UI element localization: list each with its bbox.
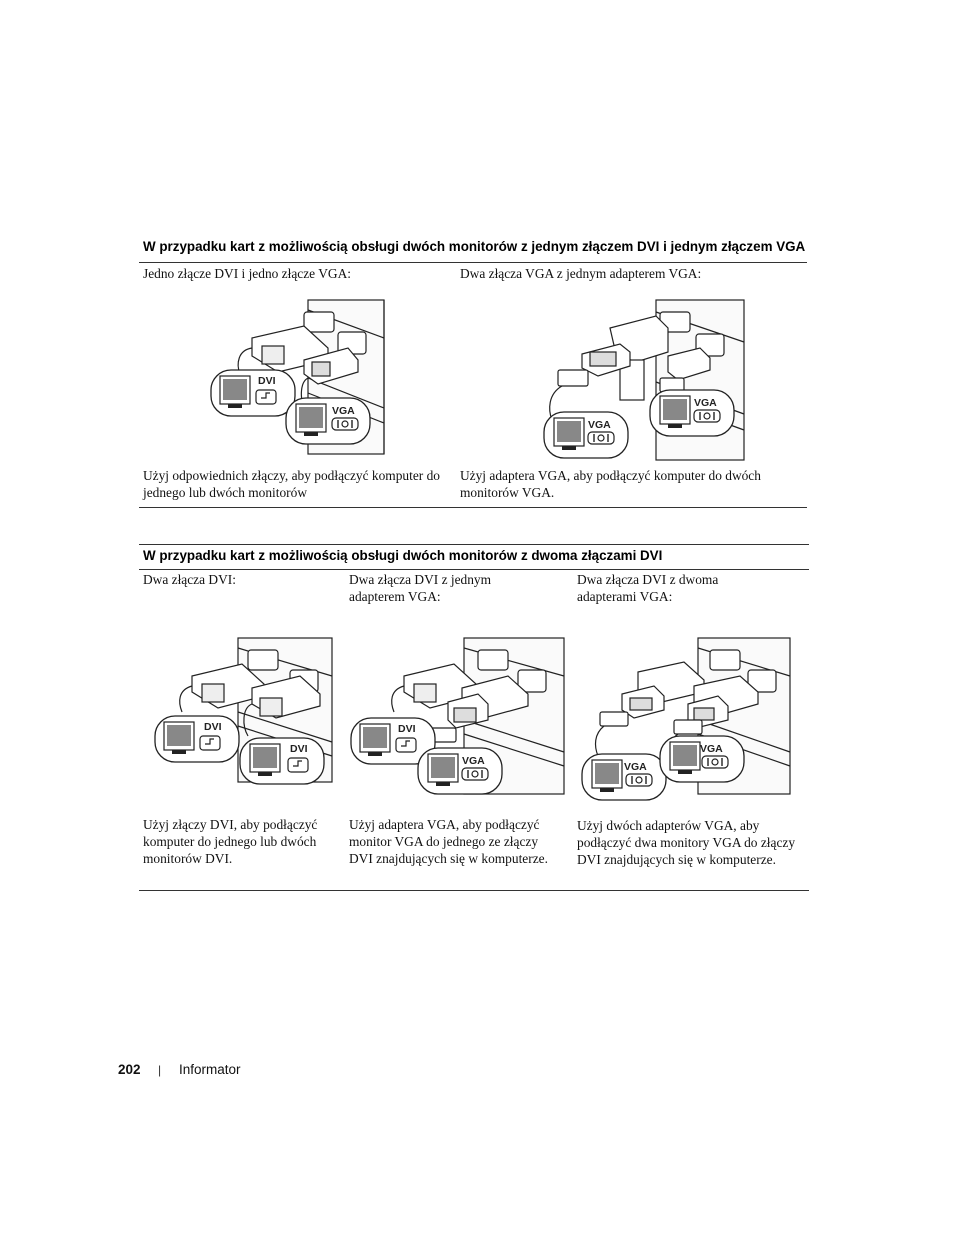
table2-col2-caption: Użyj adaptera VGA, aby podłączyć monitor VGA do jednego ze złączy DVI znajdujących się w komputerze. — [349, 817, 548, 866]
vga-monitor-badge-right — [660, 736, 744, 782]
figure-two-dvi-two-adapters-label-2: VGA — [700, 743, 723, 755]
vga-monitor-badge-right — [650, 390, 734, 436]
table2-heading-rule — [139, 569, 809, 570]
table1-col1-caption: Użyj odpowiednich złączy, aby podłączyć komputer do jednego lub dwóch monitorów — [143, 468, 440, 500]
vga-monitor-badge-left — [544, 412, 628, 458]
table2-heading: W przypadku kart z możliwością obsługi dwóch monitorów z dwoma złączami DVI — [143, 548, 663, 563]
figure-two-vga-label-1: VGA — [588, 419, 611, 431]
figure-two-dvi-label-2: DVI — [290, 743, 308, 755]
table1-bottom-rule — [139, 507, 807, 508]
footer-section-title: Informator — [179, 1062, 241, 1077]
table2-col2-title: Dwa złącza DVI z jednym adapterem VGA: — [349, 572, 492, 604]
dvi-monitor-badge-left — [155, 716, 239, 762]
figure-two-dvi-one-adapter — [348, 636, 570, 798]
table1-col2-title: Dwa złącza VGA z jednym adapterem VGA: — [460, 266, 702, 281]
table2-col1-caption: Użyj złączy DVI, aby podłączyć komputer do jednego lub dwóch monitorów DVI. — [143, 817, 318, 866]
table1-col1-title: Jedno złącze DVI i jedno złącze VGA: — [143, 266, 351, 281]
vga-monitor-badge — [418, 748, 502, 794]
table2-col3-title: Dwa złącza DVI z dwoma adapterami VGA: — [577, 572, 719, 604]
table2-bottom-rule — [139, 890, 809, 891]
table2-col1-title: Dwa złącza DVI: — [143, 572, 236, 587]
footer-separator: | — [158, 1063, 162, 1077]
figure-dvi-vga-label-1: DVI — [258, 375, 276, 387]
vga-monitor-badge — [286, 398, 370, 444]
figure-two-dvi — [152, 636, 338, 786]
table1-col2-caption: Użyj adaptera VGA, aby podłączyć komputer do dwóch monitorów VGA. — [460, 468, 761, 500]
figure-two-dvi-one-adapter-label-2: VGA — [462, 755, 485, 767]
figure-two-dvi-label-1: DVI — [204, 721, 222, 733]
page-number: 202 — [118, 1062, 141, 1077]
figure-two-vga-label-2: VGA — [694, 397, 717, 409]
table1-heading: W przypadku kart z możliwością obsługi dwóch monitorów z jednym złączem DVI i jednym złączem VGA — [143, 239, 806, 254]
figure-two-vga-one-adapter — [540, 298, 750, 464]
figure-dvi-vga-connectors — [208, 298, 390, 458]
figure-two-dvi-two-adapters — [578, 636, 794, 804]
figure-two-dvi-one-adapter-label-1: DVI — [398, 723, 416, 735]
figure-dvi-vga-label-2: VGA — [332, 405, 355, 417]
table1-heading-rule — [139, 262, 807, 263]
dvi-monitor-badge — [211, 370, 295, 416]
vga-monitor-badge-left — [582, 754, 666, 800]
table2-top-rule — [139, 544, 809, 545]
dvi-monitor-badge-right — [240, 738, 324, 784]
table2-col3-caption: Użyj dwóch adapterów VGA, aby podłączyć dwa monitory VGA do złączy DVI znajdujących się w komputerze. — [577, 818, 796, 867]
figure-two-dvi-two-adapters-label-1: VGA — [624, 761, 647, 773]
